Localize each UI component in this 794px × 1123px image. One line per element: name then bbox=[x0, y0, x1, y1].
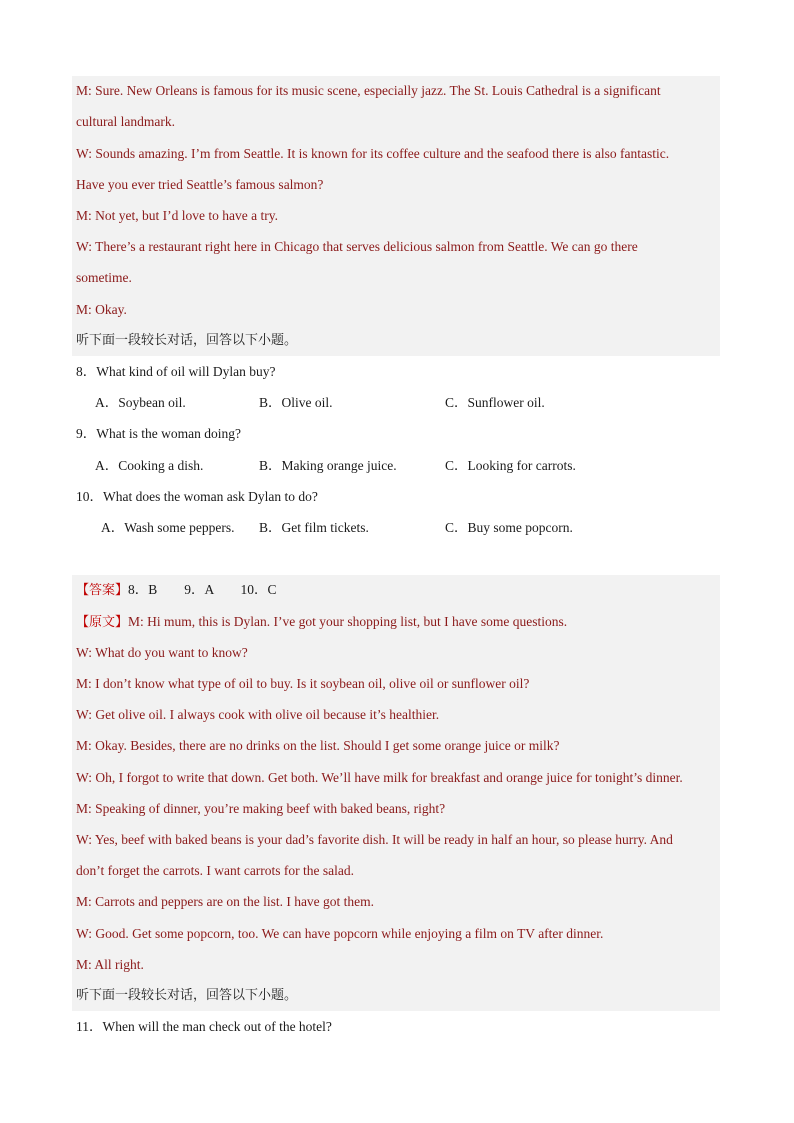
dialogue-line: M: Not yet, but I’d love to have a try. bbox=[76, 208, 278, 223]
transcript-line: M: All right. bbox=[76, 957, 144, 972]
option-b: B．Making orange juice. bbox=[259, 458, 397, 473]
answer-shade bbox=[72, 575, 720, 1011]
transcript-tag: 【原文】 bbox=[76, 615, 129, 630]
question-stem: 8．What kind of oil will Dylan buy? bbox=[76, 364, 276, 379]
option-c: C．Looking for carrots. bbox=[445, 458, 576, 473]
answer-tag: 【答案】 bbox=[76, 583, 129, 598]
transcript-line: W: Get olive oil. I always cook with olive oil because it’s healthier. bbox=[76, 707, 440, 722]
transcript-text: M: Hi mum, this is Dylan. I’ve got your shopping list, but I have some questions. bbox=[128, 614, 568, 629]
transcript-line: M: Speaking of dinner, you’re making beef with baked beans, right? bbox=[76, 801, 446, 816]
transcript-line: W: What do you want to know? bbox=[76, 645, 248, 660]
option-b: B．Olive oil. bbox=[259, 395, 333, 410]
dialogue-line: W: Sounds amazing. I’m from Seattle. It is known for its coffee culture and the seafood there is also fantastic. bbox=[76, 146, 670, 161]
transcript-line: M: Carrots and peppers are on the list. I have got them. bbox=[76, 894, 375, 909]
transcript-first-line bbox=[76, 612, 716, 632]
option-c: C．Sunflower oil. bbox=[445, 395, 545, 410]
option-a: A．Cooking a dish. bbox=[95, 458, 204, 473]
transcript-line: M: Okay. Besides, there are no drinks on the list. Should I get some orange juice or milk? bbox=[76, 738, 560, 753]
dialogue-line: M: Okay. bbox=[76, 302, 127, 317]
answer-line bbox=[76, 580, 716, 600]
dialogue-line: M: Sure. New Orleans is famous for its music scene, especially jazz. The St. Louis Cathedral is a significant bbox=[76, 83, 661, 98]
transcript-line: M: I don’t know what type of oil to buy. Is it soybean oil, olive oil or sunflower oil? bbox=[76, 676, 530, 691]
answer-text: 8．B 9．A 10．C bbox=[128, 582, 277, 597]
question-stem: 11．When will the man check out of the hotel? bbox=[76, 1019, 332, 1034]
transcript-line: W: Oh, I forgot to write that down. Get both. We’ll have milk for breakfast and orange juice for tonight’s dinner. bbox=[76, 770, 683, 785]
option-b: B．Get film tickets. bbox=[259, 520, 369, 535]
option-a: A．Soybean oil. bbox=[95, 395, 186, 410]
dialogue-line: Have you ever tried Seattle’s famous salmon? bbox=[76, 177, 324, 192]
transcript-line: don’t forget the carrots. I want carrots for the salad. bbox=[76, 863, 355, 878]
dialogue-line: sometime. bbox=[76, 270, 132, 285]
dialogue-line: cultural landmark. bbox=[76, 114, 175, 129]
dialogue-line: W: There’s a restaurant right here in Chicago that serves delicious salmon from Seattle. We can go there bbox=[76, 239, 638, 254]
transcript-line: W: Good. Get some popcorn, too. We can have popcorn while enjoying a film on TV after dinner. bbox=[76, 926, 604, 941]
question-stem: 9．What is the woman doing? bbox=[76, 426, 241, 441]
option-a: A．Wash some peppers. bbox=[101, 520, 235, 535]
transcript-line: W: Yes, beef with baked beans is your dad’s favorite dish. It will be ready in half an hour, so please hurry. And bbox=[76, 832, 673, 847]
section-instruction: 听下面一段较长对话，回答以下小题。 bbox=[76, 333, 298, 348]
section-instruction: 听下面一段较长对话，回答以下小题。 bbox=[76, 988, 298, 1003]
question-stem: 10．What does the woman ask Dylan to do? bbox=[76, 489, 318, 504]
option-c: C．Buy some popcorn. bbox=[445, 520, 573, 535]
